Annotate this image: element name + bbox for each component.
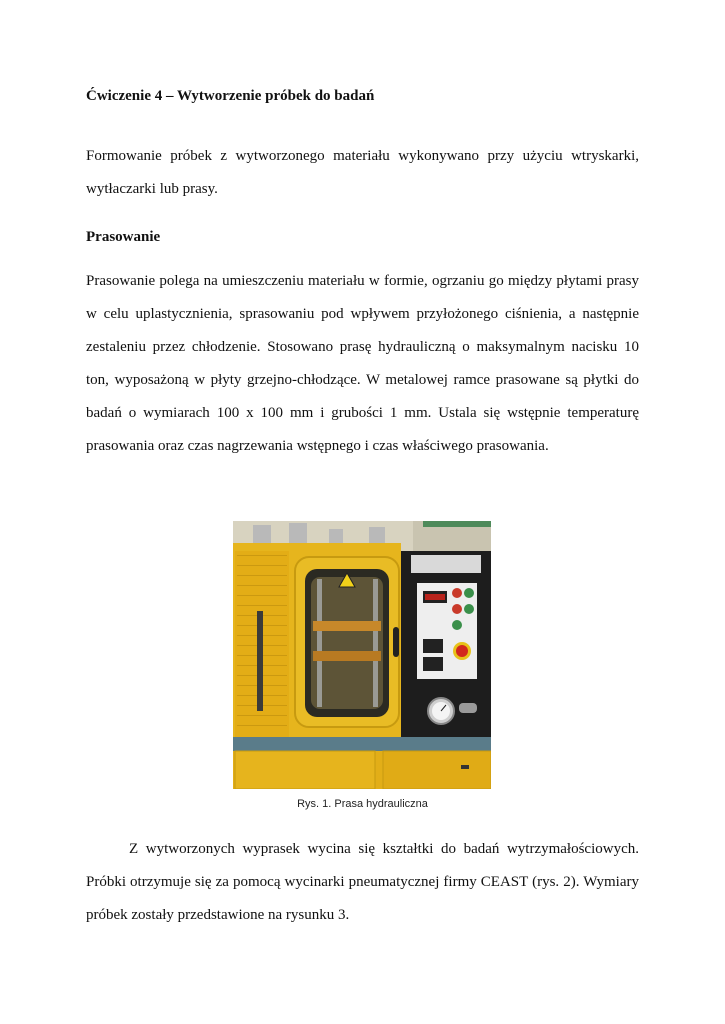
section-heading: Ćwiczenie 4 – Wytworzenie próbek do badań [86, 88, 375, 104]
paragraph-intro: Formowanie próbek z wytworzonego materiału wykonywano przy użyciu wtryskarki, wytłaczarki lub prasy. [86, 148, 639, 197]
paragraph-ksztaltki: Z wytworzonych wyprasek wycina się kształtki do badań wytrzymałościowych. Próbki otrzymuje się za pomocą wycinarki pneumatycznej firmy CEAST (rys. 2). Wymiary próbek zostały przedstawione na rysunku 3. [86, 841, 639, 923]
paragraph-prasowanie: Prasowanie polega na umieszczeniu materiału w formie, ogrzaniu go między płytami prasy w celu uplastycznienia, sprasowaniu pod wpływem przyłożonego ciśnienia, a następnie zestaleniu przez chłodzenie. Stosowano prasę hydrauliczną o maksymalnym nacisku 10 ton, wyposażoną w płyty grzejno-chłodzące. W metalowej ramce prasowane są płytki do badań o wymiarach 100 x 100 mm i grubości 1 mm. Ustala się wstępnie temperaturę prasowania oraz czas nagrzewania wstępnego i czas właściwego prasowania. [86, 273, 639, 454]
hydraulic-press-photo [233, 521, 491, 789]
subheading-prasowanie: Prasowanie [86, 229, 161, 245]
figure-caption: Rys. 1. Prasa hydrauliczna [297, 798, 428, 810]
